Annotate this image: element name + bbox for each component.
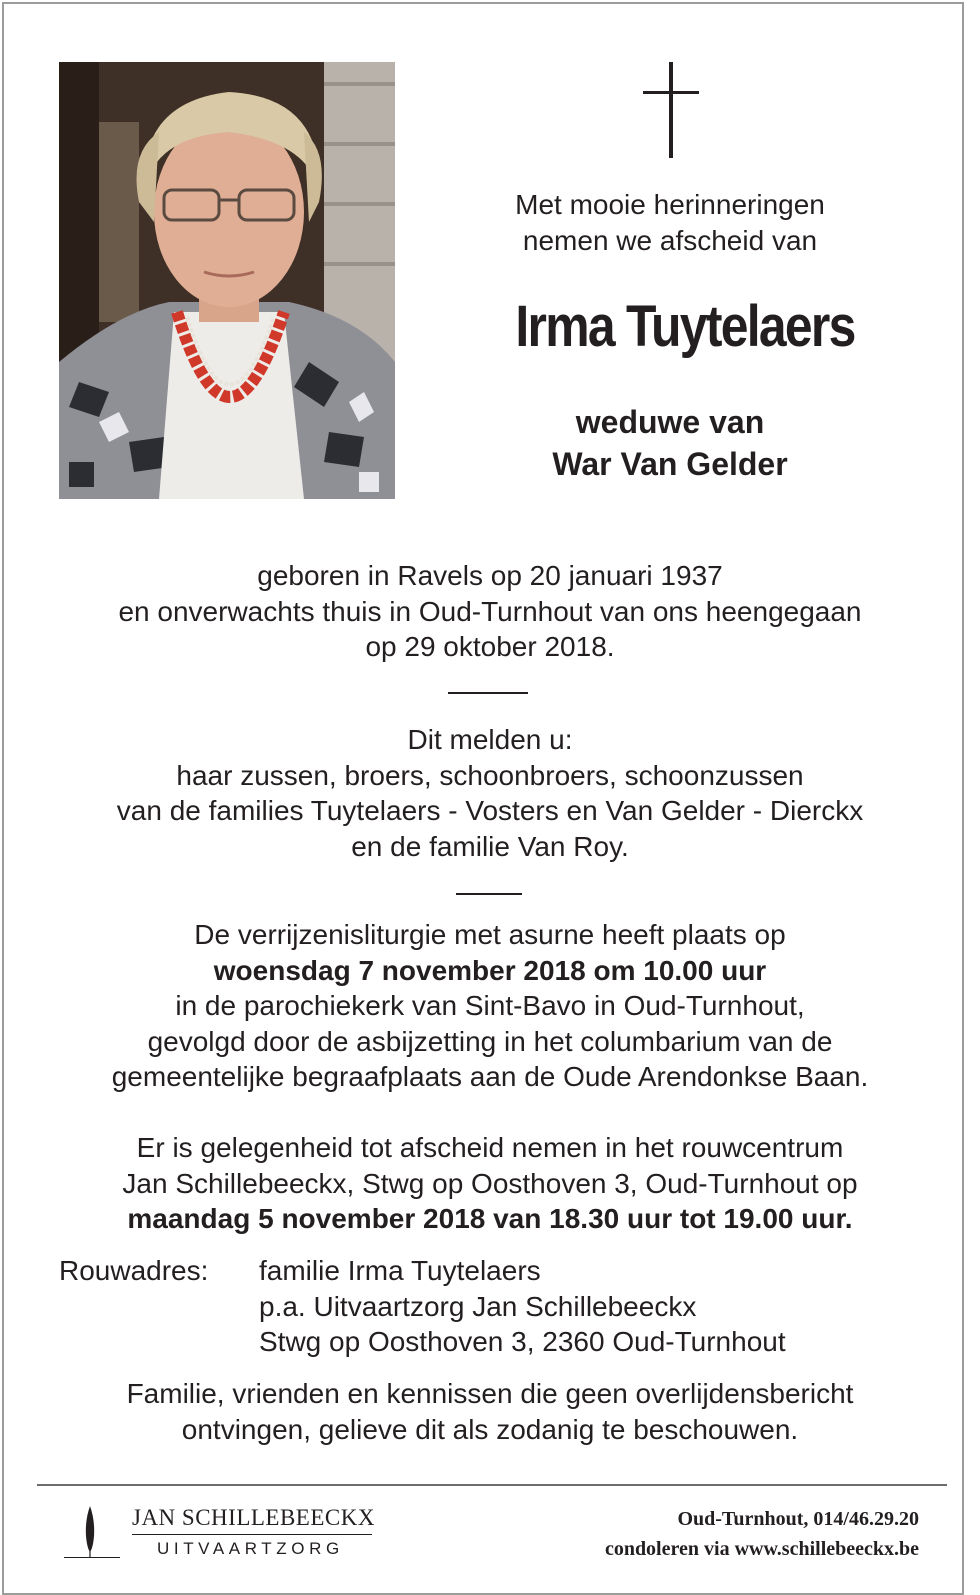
address-line: p.a. Uitvaartzorg Jan Schillebeeckx: [259, 1290, 697, 1322]
contact-phone: Oud-Turnhout, 014/46.29.20: [677, 1508, 919, 1530]
deceased-name: Irma Tuytelaers: [515, 294, 855, 359]
text-line: Er is gelegenheid tot afscheid nemen in het rouwcentrum: [136, 1132, 844, 1163]
cross-icon: [643, 62, 699, 158]
intro-line: Met mooie herinneringen: [515, 189, 825, 220]
intro-line: nemen we afscheid van: [522, 225, 818, 256]
text-line: op 29 oktober 2018.: [365, 631, 615, 662]
spouse-line: weduwe van: [575, 404, 765, 440]
address-lines: [259, 1253, 786, 1360]
announcement-text: [0, 722, 980, 864]
address-line: familie Irma Tuytelaers: [259, 1255, 541, 1286]
text-line: gevolgd door de asbijzetting in het columbarium van de: [147, 1025, 833, 1057]
text-line: geboren in Ravels op 20 januari 1937: [257, 560, 723, 591]
address-line: Stwg op Oosthoven 3, 2360 Oud-Turnhout: [259, 1326, 786, 1357]
contact-website[interactable]: condoleren via www.schillebeeckx.be: [604, 1538, 919, 1560]
address-label: Rouwadres:: [59, 1255, 209, 1286]
funeral-home-logo: [60, 1500, 380, 1560]
spouse-line: War Van Gelder: [552, 446, 788, 482]
farewell-text: [0, 1130, 980, 1237]
text-line: in de parochiekerk van Sint-Bavo in Oud-Turnhout,: [175, 990, 805, 1021]
text-line: De verrijzenisliturgie met asurne heeft plaats op: [194, 919, 786, 950]
birth-death-text: [0, 558, 980, 665]
text-line: Dit melden u:: [407, 724, 573, 755]
text-line: haar zussen, broers, schoonbroers, schoonzussen: [176, 759, 804, 791]
text-line: gemeentelijke begraafplaats aan de Oude Arendonkse Baan.: [111, 1061, 869, 1092]
service-date: woensdag 7 november 2018 om 10.00 uur: [213, 954, 767, 986]
cypress-tree-icon: [82, 1506, 98, 1558]
text-line: Familie, vrienden en kennissen die geen overlijdensbericht: [126, 1378, 854, 1409]
text-line: van de families Tuytelaers - Vosters en Van Gelder - Dierckx: [116, 795, 864, 826]
service-text: [0, 917, 980, 1095]
text-line: en onverwachts thuis in Oud-Turnhout van ons heengegaan: [118, 595, 862, 627]
text-line: en de familie Van Roy.: [351, 830, 629, 862]
separator-line: [456, 893, 522, 895]
farewell-date: maandag 5 november 2018 van 18.30 uur tot 19.00 uur.: [127, 1203, 853, 1234]
text-line: ontvingen, gelieve dit als zodanig te beschouwen.: [181, 1413, 799, 1445]
text-line: Jan Schillebeeckx, Stwg op Oosthoven 3, Oud-Turnhout op: [122, 1167, 858, 1199]
logo-title: JAN SCHILLEBEECKX: [132, 1505, 375, 1530]
separator-line: [448, 692, 528, 694]
spouse-text: [440, 401, 900, 485]
intro-text: [440, 187, 900, 259]
portrait-photo: [59, 62, 395, 499]
contact-info: [605, 1504, 919, 1564]
footer-divider: [37, 1484, 947, 1486]
closing-text: [0, 1376, 980, 1447]
logo-subtitle: UITVAARTZORG: [157, 1539, 344, 1558]
